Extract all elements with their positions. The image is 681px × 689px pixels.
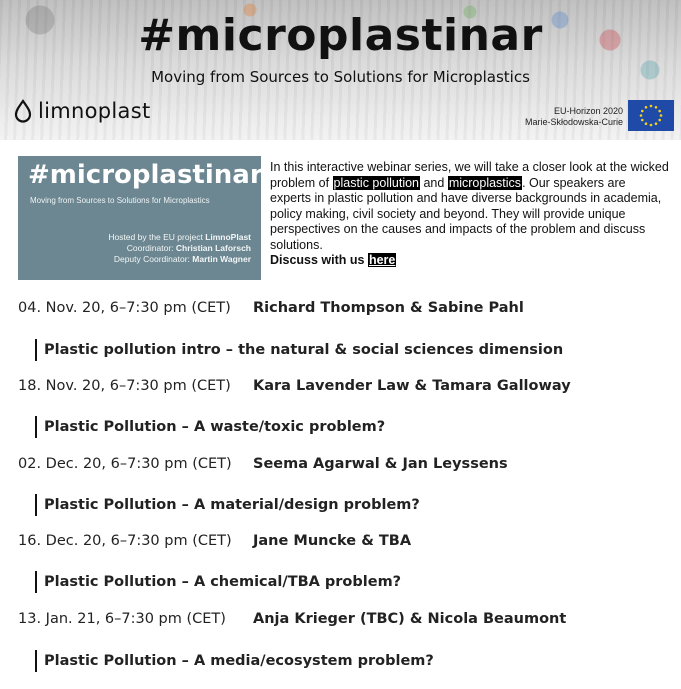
- page-subtitle: Moving from Sources to Solutions for Microplastics: [151, 68, 530, 86]
- session-speakers: Seema Agarwal & Jan Leyssens: [253, 456, 508, 472]
- intro-text-mid: and: [420, 175, 448, 190]
- intro-text-before: In this interactive webinar series, we will take a closer look at the wicked problem of: [270, 160, 669, 190]
- discuss-link[interactable]: here: [368, 253, 396, 267]
- intro-text-after: . Our speakers are experts in plastic pollution and have diverse backgrounds in academia, policy making, civil society and beyond. They will provide unique perspectives on the causes and impacts of the problem and discuss solutions.: [270, 175, 662, 252]
- hosted-name: LimnoPlast: [205, 232, 251, 242]
- intro-card: [18, 156, 261, 280]
- brand-name: limnoplast: [38, 99, 151, 123]
- deputy-line: [108, 254, 251, 265]
- session-date: 02. Dec. 20, 6–7:30 pm (CET): [18, 456, 232, 472]
- schedule-row: [0, 378, 681, 400]
- funder-line-1: EU-Horizon 2020: [553, 106, 623, 116]
- discuss-prefix: Discuss with us: [270, 253, 368, 267]
- session-date: 16. Dec. 20, 6–7:30 pm (CET): [18, 533, 232, 549]
- schedule-row: [0, 300, 681, 322]
- funder-line-2: Marie-Skłodowska-Curie: [524, 117, 623, 127]
- coordinator-line: [108, 243, 251, 254]
- highlight-microplastics: microplastics: [448, 175, 522, 190]
- schedule-row: [0, 456, 681, 478]
- session-topic: Plastic pollution intro – the natural & social sciences dimension: [35, 339, 563, 361]
- eu-flag-icon: [628, 100, 674, 131]
- session-topic: Plastic Pollution – A media/ecosystem problem?: [35, 650, 434, 672]
- hosted-prefix: Hosted by the EU project: [108, 232, 206, 242]
- deputy-name: Martin Wagner: [192, 254, 251, 264]
- session-speakers: Jane Muncke & TBA: [253, 533, 412, 549]
- session-date: 04. Nov. 20, 6–7:30 pm (CET): [18, 300, 231, 316]
- page-title: #microplastinar: [138, 10, 543, 61]
- funder-text: [525, 106, 623, 128]
- card-credits: [108, 232, 251, 265]
- brand-logo: [14, 98, 151, 124]
- header-banner: [0, 0, 681, 140]
- water-drop-icon: [14, 99, 32, 123]
- session-speakers: Kara Lavender Law & Tamara Galloway: [253, 378, 571, 394]
- coordinator-name: Christian Laforsch: [175, 243, 251, 253]
- coordinator-prefix: Coordinator:: [126, 243, 176, 253]
- highlight-plastic-pollution: plastic pollution: [333, 175, 419, 190]
- session-speakers: Anja Krieger (TBC) & Nicola Beaumont: [253, 611, 567, 627]
- hosted-line: [108, 232, 251, 243]
- discuss-line: [270, 253, 396, 267]
- intro-text: [270, 160, 670, 269]
- card-title: #microplastinar: [28, 160, 263, 190]
- session-date: 18. Nov. 20, 6–7:30 pm (CET): [18, 378, 231, 394]
- session-topic: Plastic Pollution – A waste/toxic problem?: [35, 416, 385, 438]
- session-topic: Plastic Pollution – A material/design problem?: [35, 494, 420, 516]
- session-date: 13. Jan. 21, 6–7:30 pm (CET): [18, 611, 226, 627]
- schedule-row: [0, 533, 681, 555]
- session-topic: Plastic Pollution – A chemical/TBA problem?: [35, 571, 401, 593]
- schedule-row: [0, 611, 681, 633]
- session-speakers: Richard Thompson & Sabine Pahl: [253, 300, 524, 316]
- deputy-prefix: Deputy Coordinator:: [113, 254, 193, 264]
- card-subtitle: Moving from Sources to Solutions for Microplastics: [30, 196, 210, 205]
